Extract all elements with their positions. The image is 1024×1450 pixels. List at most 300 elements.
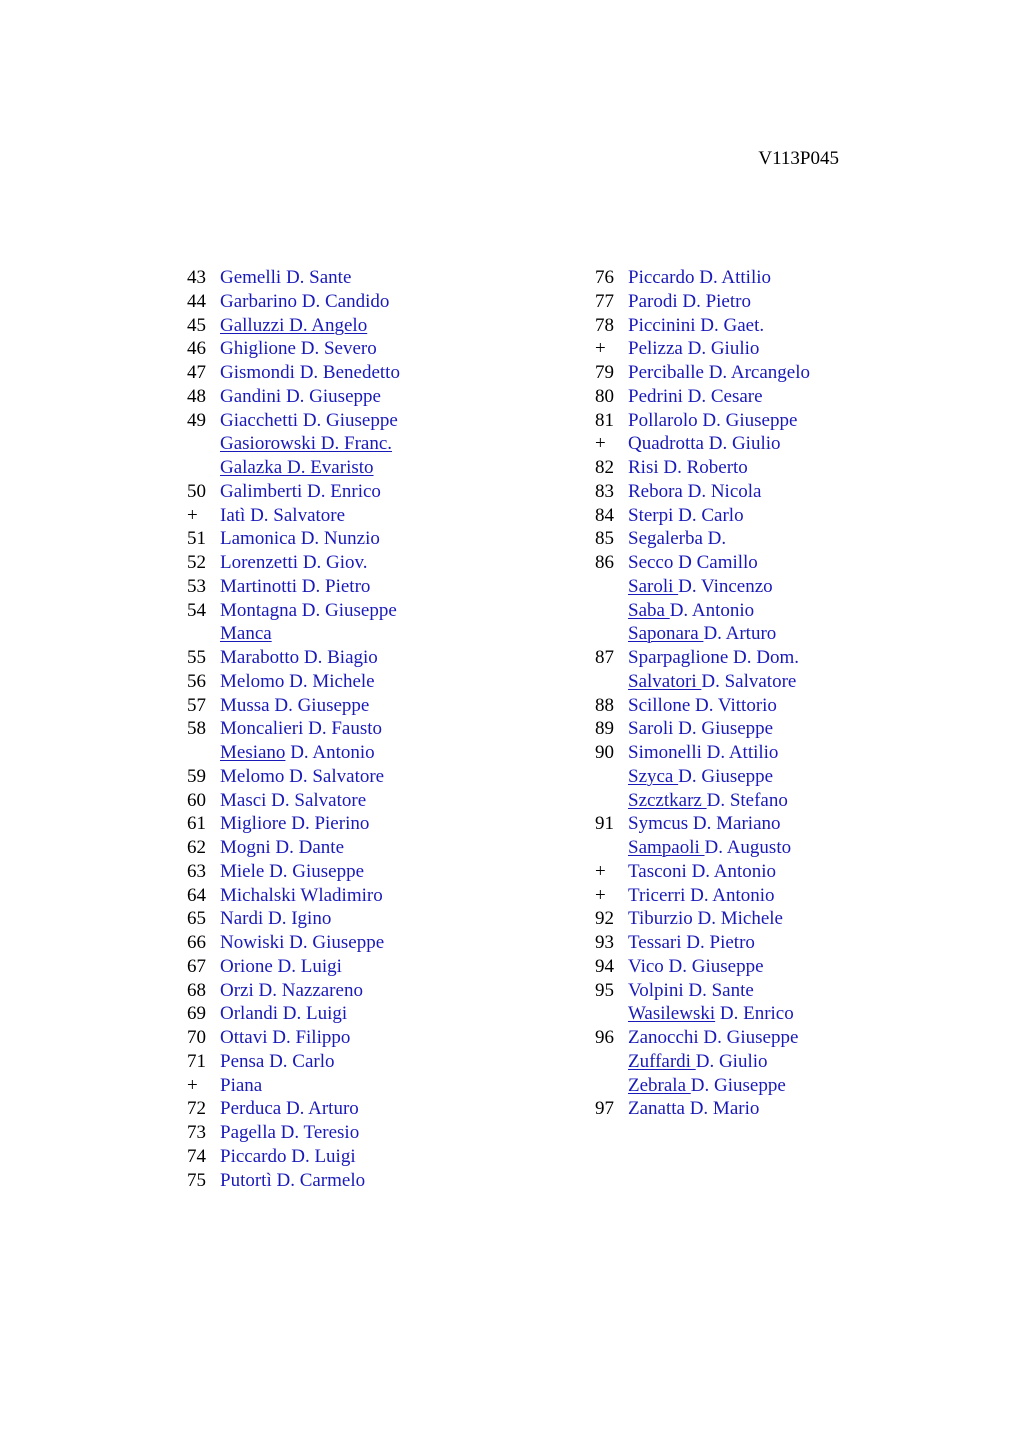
entry-name-text: Tiburzio D. Michele bbox=[628, 908, 783, 930]
list-item bbox=[595, 456, 810, 480]
entry-number bbox=[595, 622, 628, 646]
list-item bbox=[595, 480, 810, 504]
entry-name-underlined: Galazka D. Evaristo bbox=[220, 457, 374, 478]
entry-number bbox=[187, 622, 220, 646]
list-item bbox=[187, 836, 400, 860]
entry-name-text: Marabotto D. Biagio bbox=[220, 647, 378, 668]
entry-name bbox=[628, 860, 776, 884]
entry-name bbox=[220, 290, 389, 314]
list-item bbox=[595, 979, 810, 1003]
list-item bbox=[595, 670, 810, 694]
list-item bbox=[187, 409, 400, 433]
entry-name bbox=[220, 361, 400, 385]
entry-name-text: Zanatta D. Mario bbox=[628, 1098, 760, 1120]
entry-number: 50 bbox=[187, 480, 206, 502]
entry-number: 55 bbox=[187, 647, 206, 668]
list-item bbox=[595, 741, 810, 765]
entry-number: 86 bbox=[595, 552, 614, 573]
entry-name-text: Lorenzetti D. Giov. bbox=[220, 552, 368, 573]
list-item bbox=[187, 314, 400, 338]
entry-number: + bbox=[187, 1074, 198, 1096]
entry-name bbox=[628, 1002, 794, 1026]
entry-name bbox=[628, 670, 796, 694]
entry-number: 49 bbox=[187, 409, 206, 431]
list-item bbox=[187, 1026, 400, 1050]
entry-name-text: D. Augusto bbox=[704, 837, 792, 858]
list-item bbox=[187, 480, 400, 504]
entry-name-text: Zanocchi D. Giuseppe bbox=[628, 1027, 799, 1048]
entry-number: 64 bbox=[187, 884, 206, 906]
list-item bbox=[187, 575, 400, 599]
entry-name bbox=[220, 504, 345, 528]
entry-name bbox=[628, 812, 781, 836]
list-item bbox=[187, 1145, 400, 1169]
list-item bbox=[187, 1002, 400, 1026]
entry-number: 89 bbox=[595, 718, 614, 740]
entry-name bbox=[220, 860, 364, 884]
entry-name bbox=[220, 1050, 335, 1074]
entry-number: 61 bbox=[187, 813, 206, 835]
entry-name bbox=[628, 1074, 786, 1098]
entry-name-text: Vico D. Giuseppe bbox=[628, 955, 764, 977]
list-item bbox=[187, 884, 400, 908]
entry-name bbox=[220, 765, 384, 789]
entry-number: 79 bbox=[595, 362, 614, 383]
entry-name-underlined: Salvatori bbox=[628, 670, 702, 692]
list-item bbox=[595, 765, 810, 789]
entry-name bbox=[628, 1026, 798, 1050]
entry-name bbox=[628, 314, 764, 338]
entry-name bbox=[628, 741, 778, 765]
entry-name bbox=[220, 741, 375, 765]
entry-name bbox=[628, 409, 797, 433]
entry-name-underlined: Galluzzi D. Angelo bbox=[220, 314, 368, 336]
list-item bbox=[187, 907, 400, 931]
entry-name-text: Tessari D. Pietro bbox=[628, 932, 755, 953]
entry-name-underlined: Saroli bbox=[628, 575, 679, 597]
entry-name bbox=[220, 646, 378, 670]
entry-name-text: Gemelli D. Sante bbox=[220, 267, 352, 288]
entry-name bbox=[628, 1050, 768, 1074]
entry-name bbox=[220, 1074, 262, 1098]
entry-number: 90 bbox=[595, 742, 614, 763]
entry-name bbox=[628, 979, 754, 1003]
entry-name-text: Miele D. Giuseppe bbox=[220, 860, 365, 882]
entry-number: 74 bbox=[187, 1145, 206, 1167]
entry-name-text: Orione D. Luigi bbox=[220, 955, 342, 977]
list-item bbox=[187, 361, 400, 385]
entry-number: 72 bbox=[187, 1098, 206, 1120]
entry-number bbox=[187, 741, 220, 765]
entry-name bbox=[220, 599, 397, 623]
entry-name-text: Tricerri D. Antonio bbox=[628, 884, 775, 906]
list-item bbox=[595, 527, 810, 551]
entry-number: + bbox=[595, 860, 606, 882]
entry-name-text: Quadrotta D. Giulio bbox=[628, 433, 781, 455]
entry-number: 88 bbox=[595, 694, 614, 716]
entry-name bbox=[220, 1002, 347, 1026]
entry-name-text: Iatì D. Salvatore bbox=[220, 504, 346, 526]
list-item bbox=[595, 314, 810, 338]
entry-number: 91 bbox=[595, 813, 614, 835]
entry-name-text: Michalski Wladimiro bbox=[220, 884, 383, 906]
entry-name bbox=[220, 622, 272, 646]
entry-name bbox=[220, 456, 374, 480]
entry-name-underlined: Saponara bbox=[628, 623, 704, 645]
entry-name-underlined: Zuffardi bbox=[628, 1050, 696, 1072]
entry-name bbox=[220, 884, 383, 908]
entry-name-text: Montagna D. Giuseppe bbox=[220, 599, 397, 621]
entry-name-text: Orlandi D. Luigi bbox=[220, 1003, 348, 1025]
list-item bbox=[187, 955, 400, 979]
entry-number: 97 bbox=[595, 1098, 614, 1120]
entry-name bbox=[628, 694, 777, 718]
list-item bbox=[187, 646, 400, 670]
entry-name bbox=[628, 290, 751, 314]
entry-name-text: D. Antonio bbox=[669, 599, 755, 621]
entry-name-text: Giacchetti D. Giuseppe bbox=[220, 409, 398, 431]
entry-name bbox=[220, 836, 344, 860]
list-item bbox=[595, 575, 810, 599]
entry-number: + bbox=[595, 433, 606, 455]
entry-number: 84 bbox=[595, 504, 614, 526]
list-item bbox=[595, 836, 810, 860]
entry-name-text: Ghiglione D. Severo bbox=[220, 338, 377, 360]
entry-number: 71 bbox=[187, 1050, 206, 1072]
entry-number bbox=[187, 432, 220, 456]
entry-number: 45 bbox=[187, 314, 206, 336]
entry-number: 76 bbox=[595, 267, 614, 288]
entry-number: 70 bbox=[187, 1027, 206, 1048]
entry-name-text: Gandini D. Giuseppe bbox=[220, 385, 381, 407]
entry-name-text: Martinotti D. Pietro bbox=[220, 575, 371, 597]
list-item bbox=[187, 1050, 400, 1074]
list-item bbox=[595, 1074, 810, 1098]
entry-number: 92 bbox=[595, 908, 614, 930]
entry-number: 60 bbox=[187, 789, 206, 811]
entry-number: 56 bbox=[187, 670, 206, 692]
entry-number: 93 bbox=[595, 932, 614, 953]
list-item bbox=[187, 385, 400, 409]
list-item bbox=[187, 979, 400, 1003]
entry-name bbox=[220, 717, 382, 741]
list-item bbox=[187, 789, 400, 813]
entry-number: 68 bbox=[187, 979, 206, 1001]
entry-number: 48 bbox=[187, 385, 206, 407]
entry-name-underlined: Zebrala bbox=[628, 1074, 691, 1096]
left-column bbox=[187, 266, 400, 1192]
entry-number: 44 bbox=[187, 290, 206, 312]
entry-name-text: Pensa D. Carlo bbox=[220, 1050, 335, 1072]
entry-name-text: Perduca D. Arturo bbox=[220, 1098, 359, 1120]
entry-name bbox=[220, 955, 342, 979]
entry-number: 52 bbox=[187, 552, 206, 573]
list-item bbox=[187, 504, 400, 528]
entry-name-text: Scillone D. Vittorio bbox=[628, 694, 777, 716]
list-item bbox=[187, 290, 400, 314]
entry-number: 87 bbox=[595, 647, 614, 668]
entry-number bbox=[595, 599, 628, 623]
list-item bbox=[595, 955, 810, 979]
entry-name-text: Mussa D. Giuseppe bbox=[220, 694, 370, 716]
entry-number: 78 bbox=[595, 314, 614, 336]
entry-number: 53 bbox=[187, 575, 206, 597]
entry-number bbox=[595, 836, 628, 860]
list-item bbox=[187, 432, 400, 456]
entry-name bbox=[220, 337, 377, 361]
entry-name-text: Piana bbox=[220, 1074, 263, 1096]
entry-number: 65 bbox=[187, 908, 206, 930]
entry-name bbox=[220, 266, 351, 290]
entry-name-text: Ottavi D. Filippo bbox=[220, 1027, 351, 1048]
entry-name-text: Piccinini D. Gaet. bbox=[628, 314, 765, 336]
entry-number: + bbox=[187, 504, 198, 526]
list-item bbox=[595, 409, 810, 433]
list-item bbox=[595, 432, 810, 456]
list-item bbox=[187, 860, 400, 884]
list-item bbox=[595, 694, 810, 718]
entry-name bbox=[628, 717, 773, 741]
entry-name-text: D. Arturo bbox=[703, 623, 777, 645]
entry-name bbox=[220, 385, 381, 409]
list-item bbox=[595, 884, 810, 908]
entry-name-text: Migliore D. Pierino bbox=[220, 813, 370, 835]
list-item bbox=[187, 266, 400, 290]
entry-name bbox=[220, 1145, 356, 1169]
list-item bbox=[187, 456, 400, 480]
entry-number: 77 bbox=[595, 290, 614, 312]
entry-name-text: Sterpi D. Carlo bbox=[628, 504, 744, 526]
list-item bbox=[595, 812, 810, 836]
entry-name-text: Tasconi D. Antonio bbox=[628, 860, 777, 882]
entry-number: 83 bbox=[595, 480, 614, 502]
list-item bbox=[187, 1097, 400, 1121]
entry-name bbox=[628, 361, 810, 385]
entry-number: + bbox=[595, 884, 606, 906]
entry-number bbox=[595, 1002, 628, 1026]
list-item bbox=[187, 812, 400, 836]
entry-name-text: D. Antonio bbox=[285, 742, 375, 763]
entry-name-text: Orzi D. Nazzareno bbox=[220, 979, 363, 1001]
entry-name bbox=[628, 527, 726, 551]
list-item bbox=[187, 527, 400, 551]
entry-name bbox=[628, 480, 761, 504]
list-item bbox=[187, 1074, 400, 1098]
entry-name-text: Gismondi D. Benedetto bbox=[220, 362, 400, 383]
entry-name-text: Saroli D. Giuseppe bbox=[628, 718, 774, 740]
entry-name bbox=[220, 670, 375, 694]
entry-name bbox=[628, 456, 748, 480]
entry-number: 66 bbox=[187, 932, 206, 953]
entry-name bbox=[628, 907, 783, 931]
entry-name-text: Secco D Camillo bbox=[628, 552, 758, 573]
entry-name bbox=[628, 1097, 759, 1121]
entry-name-text: Simonelli D. Attilio bbox=[628, 742, 779, 763]
list-item bbox=[187, 765, 400, 789]
entry-name-text: D. Salvatore bbox=[701, 670, 797, 692]
entry-name bbox=[628, 765, 773, 789]
entry-number: 58 bbox=[187, 718, 206, 740]
entry-name-text: Pollarolo D. Giuseppe bbox=[628, 409, 798, 431]
entry-name-text: D. Giuseppe bbox=[678, 765, 774, 787]
list-item bbox=[595, 646, 810, 670]
entry-number: 85 bbox=[595, 528, 614, 550]
entry-number bbox=[595, 1050, 628, 1074]
list-item bbox=[187, 1169, 400, 1193]
entry-name bbox=[220, 409, 398, 433]
document-code: V113P045 bbox=[758, 148, 839, 169]
entry-name bbox=[628, 432, 781, 456]
entry-name bbox=[220, 1026, 350, 1050]
list-item bbox=[595, 1097, 810, 1121]
entry-name bbox=[220, 480, 381, 504]
list-item bbox=[595, 1002, 810, 1026]
entry-name-text: Moncalieri D. Fausto bbox=[220, 718, 383, 740]
entry-name bbox=[220, 812, 369, 836]
entry-name-text: Garbarino D. Candido bbox=[220, 290, 390, 312]
entry-name-text: Nowiski D. Giuseppe bbox=[220, 932, 385, 953]
entry-name-text: Piccardo D. Attilio bbox=[628, 267, 772, 288]
list-item bbox=[595, 717, 810, 741]
list-item bbox=[187, 337, 400, 361]
entry-number: 54 bbox=[187, 599, 206, 621]
entry-name-text: Risi D. Roberto bbox=[628, 457, 748, 478]
list-item bbox=[595, 504, 810, 528]
entry-name bbox=[628, 599, 754, 623]
entry-number: 47 bbox=[187, 362, 206, 383]
entry-name bbox=[628, 575, 773, 599]
list-item bbox=[187, 622, 400, 646]
entry-name bbox=[628, 266, 771, 290]
list-item bbox=[595, 907, 810, 931]
entry-name-underlined: Wasilewski bbox=[628, 1003, 716, 1025]
list-item bbox=[595, 860, 810, 884]
entry-name bbox=[220, 1121, 359, 1145]
entry-number: 57 bbox=[187, 694, 206, 716]
entry-number: + bbox=[595, 338, 606, 360]
list-item bbox=[595, 266, 810, 290]
entry-name bbox=[220, 314, 367, 338]
entry-name-text: Pedrini D. Cesare bbox=[628, 385, 763, 407]
entry-name-text: Pelizza D. Giulio bbox=[628, 338, 760, 360]
entry-name-underlined: Sampaoli bbox=[628, 837, 705, 858]
entry-number: 95 bbox=[595, 979, 614, 1001]
list-item bbox=[187, 931, 400, 955]
list-item bbox=[187, 670, 400, 694]
list-item bbox=[595, 361, 810, 385]
entry-name-underlined: Gasiorowski D. Franc. bbox=[220, 433, 393, 455]
entry-name-text: Perciballe D. Arcangelo bbox=[628, 362, 811, 383]
entry-number: 43 bbox=[187, 267, 206, 288]
entry-name bbox=[628, 622, 776, 646]
entry-number: 59 bbox=[187, 765, 206, 787]
entry-number: 96 bbox=[595, 1027, 614, 1048]
entry-name-text: Putortì D. Carmelo bbox=[220, 1169, 366, 1191]
list-item bbox=[595, 1050, 810, 1074]
list-item bbox=[595, 789, 810, 813]
entry-number: 63 bbox=[187, 860, 206, 882]
entry-name-text: Volpini D. Sante bbox=[628, 979, 754, 1001]
list-item bbox=[187, 1121, 400, 1145]
list-item bbox=[595, 1026, 810, 1050]
entry-name-text: Sparpaglione D. Dom. bbox=[628, 647, 799, 668]
entry-name-text: D. Giuseppe bbox=[690, 1074, 786, 1096]
entry-name-text: Piccardo D. Luigi bbox=[220, 1145, 356, 1167]
entry-name-text: D. Enrico bbox=[715, 1003, 794, 1025]
list-item bbox=[595, 337, 810, 361]
entry-name-text: D. Giulio bbox=[695, 1050, 768, 1072]
entry-name bbox=[628, 504, 744, 528]
entry-name-text: Symcus D. Mariano bbox=[628, 813, 781, 835]
entry-number: 80 bbox=[595, 385, 614, 407]
entry-number: 69 bbox=[187, 1003, 206, 1025]
entry-name bbox=[628, 931, 755, 955]
entry-number: 94 bbox=[595, 955, 614, 977]
list-item bbox=[595, 622, 810, 646]
entry-name bbox=[628, 385, 763, 409]
entry-number bbox=[595, 789, 628, 813]
right-column bbox=[595, 266, 810, 1121]
entry-name bbox=[220, 1097, 359, 1121]
entry-name bbox=[628, 551, 758, 575]
entry-name-underlined: Mesiano bbox=[220, 742, 286, 763]
list-item bbox=[187, 551, 400, 575]
entry-number: 62 bbox=[187, 837, 206, 858]
entry-name-text: Masci D. Salvatore bbox=[220, 789, 367, 811]
entry-number bbox=[595, 1074, 628, 1098]
entry-name bbox=[220, 979, 363, 1003]
entry-name bbox=[220, 432, 392, 456]
entry-name-text: Melomo D. Salvatore bbox=[220, 765, 385, 787]
entry-name bbox=[220, 575, 370, 599]
entry-name-text: Melomo D. Michele bbox=[220, 670, 375, 692]
entry-name bbox=[628, 836, 791, 860]
entry-name bbox=[220, 694, 369, 718]
entry-name-underlined: Szcztkarz bbox=[628, 789, 707, 811]
entry-name-text: Nardi D. Igino bbox=[220, 908, 332, 930]
entry-name bbox=[628, 955, 764, 979]
entry-number bbox=[187, 456, 220, 480]
entry-number: 75 bbox=[187, 1169, 206, 1191]
entry-name-text: Pagella D. Teresio bbox=[220, 1122, 360, 1143]
entry-name bbox=[220, 551, 368, 575]
list-item bbox=[187, 599, 400, 623]
entry-number: 51 bbox=[187, 528, 206, 550]
entry-name-text: Rebora D. Nicola bbox=[628, 480, 762, 502]
entry-name bbox=[220, 527, 380, 551]
entry-name-underlined: Szyca bbox=[628, 765, 679, 787]
entry-name bbox=[220, 789, 366, 813]
entry-name bbox=[628, 646, 799, 670]
list-item bbox=[595, 931, 810, 955]
entry-number: 81 bbox=[595, 409, 614, 431]
entry-number: 46 bbox=[187, 338, 206, 360]
entry-number: 82 bbox=[595, 457, 614, 478]
entry-name bbox=[628, 337, 759, 361]
entry-name-text: Parodi D. Pietro bbox=[628, 290, 751, 312]
entry-name-text: Segalerba D. bbox=[628, 528, 727, 550]
entry-name-text: D. Stefano bbox=[706, 789, 788, 811]
entry-name bbox=[628, 884, 775, 908]
entry-name-text: Lamonica D. Nunzio bbox=[220, 528, 380, 550]
entry-number bbox=[595, 575, 628, 599]
entry-number: 73 bbox=[187, 1122, 206, 1143]
entry-name-text: Galimberti D. Enrico bbox=[220, 480, 381, 502]
entry-name-text: Mogni D. Dante bbox=[220, 837, 345, 858]
entry-name-underlined: Saba bbox=[628, 599, 670, 621]
entry-number: 67 bbox=[187, 955, 206, 977]
list-item bbox=[595, 385, 810, 409]
